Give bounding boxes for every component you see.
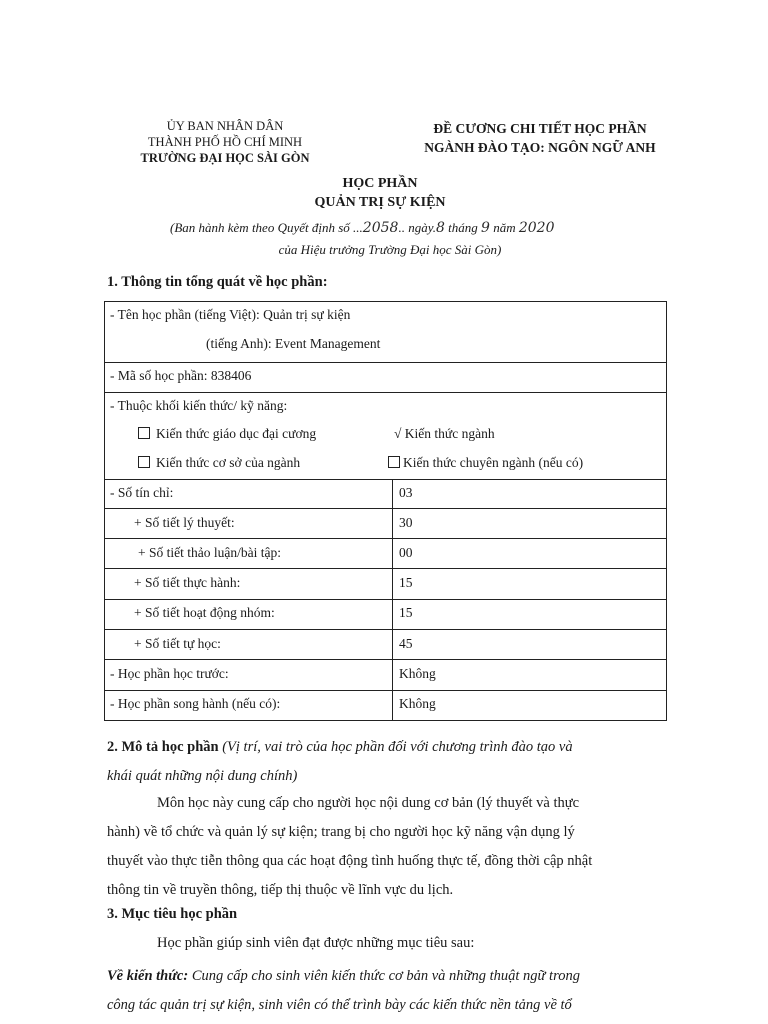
info-table <box>104 301 667 721</box>
body-line-4: thông tin về truyền thông, tiếp thị thuộc về lĩnh vực du lịch. <box>107 882 454 898</box>
body-line-3: thuyết vào thực tiễn thông qua các hoạt động tình huống thực tế, đồng thời cập nhật <box>107 853 593 869</box>
title-line-1: HỌC PHẦN <box>342 176 418 191</box>
body-line-2: hành) về tổ chức và quản lý sự kiện; trang bị cho người học kỹ năng vận dụng lý <box>107 824 575 840</box>
corequisite-label: - Học phần song hành (nếu có): <box>110 696 281 711</box>
knowledge-block-label: - Thuộc khối kiến thức/ kỹ năng: <box>110 398 288 413</box>
self-study-hours-label: + Số tiết tự học: <box>134 636 221 651</box>
option-major: √ Kiến thức ngành <box>394 426 495 441</box>
group-hours-value: 15 <box>399 605 413 620</box>
option-specialized <box>388 455 583 471</box>
body-line-1: Môn học này cung cấp cho người học nội dung cơ bản (lý thuyết và thực <box>157 795 580 811</box>
knowledge-goal-label: Về kiến thức: <box>107 968 189 984</box>
practice-hours-value: 15 <box>399 575 413 590</box>
major-line: NGÀNH ĐÀO TẠO: NGÔN NGỮ ANH <box>424 140 656 155</box>
corequisite-value: Không <box>399 696 436 711</box>
course-code: - Mã số học phần: 838406 <box>110 368 252 383</box>
group-hours-label: + Số tiết hoạt động nhóm: <box>134 605 275 620</box>
discussion-hours-label: + Số tiết thảo luận/bài tập: <box>138 545 281 560</box>
option-base <box>138 455 300 471</box>
option-general <box>138 426 316 442</box>
course-name-en: (tiếng Anh): Event Management <box>206 336 381 351</box>
section-2-heading <box>107 733 677 791</box>
option-general-label: Kiến thức giáo dục đại cương <box>156 426 317 441</box>
section-3-heading: 3. Mục tiêu học phần <box>107 906 238 922</box>
section-2-body <box>107 789 673 905</box>
option-base-label: Kiến thức cơ sở của ngành <box>156 455 301 470</box>
theory-hours-value: 30 <box>399 515 413 530</box>
decree-day: 8 <box>436 220 445 236</box>
issuer-block <box>110 118 340 166</box>
practice-hours-label: + Số tiết thực hành: <box>134 575 241 590</box>
self-study-hours-value: 45 <box>399 636 413 651</box>
knowledge-goal-text: Cung cấp cho sinh viên kiến thức cơ bản và những thuật ngữ trong <box>188 968 580 984</box>
decree-mid2: tháng <box>444 220 482 235</box>
title-line-2: QUẢN TRỊ SỰ KIỆN <box>314 195 446 210</box>
course-title <box>180 174 580 212</box>
decree-line-2: của Hiệu trưởng Trường Đại học Sài Gòn) <box>278 242 502 257</box>
discussion-hours-value: 00 <box>399 545 413 560</box>
decree-mid1: .. ngày. <box>398 220 436 235</box>
decree-prefix: (Ban hành kèm theo Quyết định số ... <box>170 220 363 235</box>
section-2-note-cont: khái quát những nội dung chính) <box>107 768 298 784</box>
credits-label: - Số tín chỉ: <box>110 485 174 500</box>
decree-mid3: năm <box>489 220 519 235</box>
decree-number: 2058 <box>362 220 399 236</box>
section-3-intro: Học phần giúp sinh viên đạt được những mục tiêu sau: <box>157 935 475 951</box>
option-specialized-label: Kiến thức chuyên ngành (nếu có) <box>403 455 584 470</box>
theory-hours-label: + Số tiết lý thuyết: <box>134 515 235 530</box>
decree-year: 2020 <box>518 220 555 236</box>
section-2-note: (Vị trí, vai trò của học phần đối với chương trình đào tạo và <box>218 739 573 755</box>
course-name-vi: - Tên học phần (tiếng Việt): Quản trị sự kiện <box>110 307 351 322</box>
knowledge-goal <box>107 962 677 1020</box>
doc-type-line: ĐỀ CƯƠNG CHI TIẾT HỌC PHẦN <box>433 121 647 136</box>
decree-line-1 <box>170 220 690 236</box>
decree-month: 9 <box>481 220 490 236</box>
prerequisite-value: Không <box>399 666 436 681</box>
checkbox-general <box>138 427 150 439</box>
doc-type-block <box>395 119 685 157</box>
knowledge-goal-text-cont: công tác quản trị sự kiện, sinh viên có thể trình bày các kiến thức nền tảng về tổ <box>107 997 572 1013</box>
section-1-heading: 1. Thông tin tổng quát về học phần: <box>107 274 328 290</box>
credits-value: 03 <box>399 485 413 500</box>
issuer-line-3: TRƯỜNG ĐẠI HỌC SÀI GÒN <box>140 151 310 165</box>
prerequisite-label: - Học phần học trước: <box>110 666 229 681</box>
checkbox-specialized <box>388 456 400 468</box>
issuer-line-1: ỦY BAN NHÂN DÂN <box>166 119 284 133</box>
section-2-title: 2. Mô tả học phần <box>107 739 219 755</box>
checkbox-base <box>138 456 150 468</box>
issuer-line-2: THÀNH PHỐ HỒ CHÍ MINH <box>147 135 303 149</box>
